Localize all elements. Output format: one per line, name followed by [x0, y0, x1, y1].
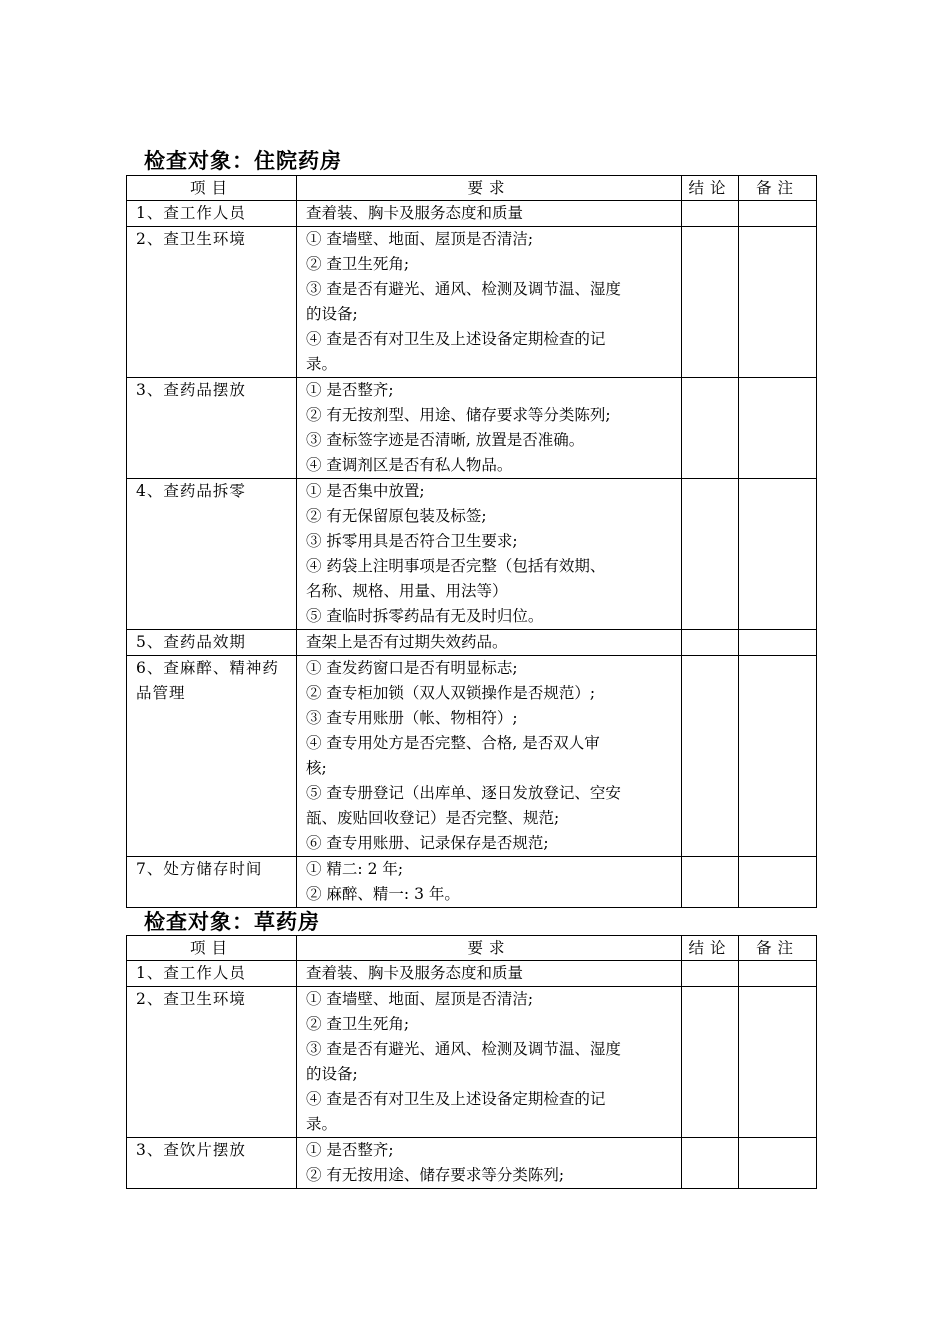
requirement-line: ③ 查标签字迹是否清晰, 放置是否准确。: [306, 431, 585, 449]
conclusion-cell[interactable]: [682, 987, 739, 1138]
item-text: 7、处方储存时间: [136, 860, 263, 878]
item-text: 品管理: [136, 684, 186, 702]
requirement-line: ⑤ 查临时拆零药品有无及时归位。: [306, 607, 544, 625]
requirement-line: 名称、规格、用量、用法等）: [306, 582, 508, 600]
requirement-line: ① 查发药窗口是否有明显标志;: [306, 659, 518, 677]
requirement-line: 的设备;: [306, 1065, 358, 1083]
remark-cell[interactable]: [739, 630, 817, 656]
row-item-cell: [127, 479, 297, 630]
requirement-line: ② 有无保留原包装及标签;: [306, 507, 487, 525]
table-row: [127, 1138, 817, 1189]
conclusion-cell[interactable]: [682, 201, 739, 227]
row-item-cell: [127, 857, 297, 908]
conclusion-cell[interactable]: [682, 857, 739, 908]
row-item-cell: [127, 656, 297, 857]
row-item-cell: [127, 961, 297, 987]
requirement-line: ④ 查是否有对卫生及上述设备定期检查的记: [306, 1090, 606, 1108]
table-header-row: [127, 936, 817, 961]
remark-cell[interactable]: [739, 961, 817, 987]
requirement-line: 查架上是否有过期失效药品。: [306, 633, 508, 651]
item-text: 6、查麻醉、精神药: [136, 659, 279, 677]
requirement-line: 瓿、废贴回收登记）是否完整、规范;: [306, 809, 560, 827]
row-requirement-cell: [297, 961, 682, 987]
item-text: 1、查工作人员: [136, 964, 246, 982]
header-item: 项目: [127, 936, 297, 961]
row-requirement-cell: [297, 479, 682, 630]
item-text: 2、查卫生环境: [136, 230, 246, 248]
requirement-line: ① 精二: 2 年;: [306, 860, 404, 878]
header-conclusion: 结论: [682, 936, 739, 961]
requirement-line: ③ 查是否有避光、通风、检测及调节温、湿度: [306, 280, 621, 298]
remark-cell[interactable]: [739, 987, 817, 1138]
row-item-cell: [127, 201, 297, 227]
section-title-inpatient-pharmacy: 检查对象：住院药房: [144, 148, 342, 173]
requirement-line: 录。: [306, 355, 338, 373]
requirement-line: ① 查墙壁、地面、屋顶是否清洁;: [306, 990, 534, 1008]
header-remark: 备注: [739, 176, 817, 201]
requirement-line: ④ 查是否有对卫生及上述设备定期检查的记: [306, 330, 606, 348]
row-item-cell: [127, 987, 297, 1138]
remark-cell[interactable]: [739, 201, 817, 227]
requirement-line: ④ 查调剂区是否有私人物品。: [306, 456, 513, 474]
row-item-cell: [127, 630, 297, 656]
requirement-line: ③ 拆零用具是否符合卫生要求;: [306, 532, 518, 550]
item-text: 3、查饮片摆放: [136, 1141, 246, 1159]
header-requirement: 要求: [297, 176, 682, 201]
header-remark: 备注: [739, 936, 817, 961]
table-row: [127, 857, 817, 908]
item-text: 1、查工作人员: [136, 204, 246, 222]
inspection-table-inpatient-pharmacy: [126, 175, 817, 908]
row-item-cell: [127, 227, 297, 378]
remark-cell[interactable]: [739, 857, 817, 908]
requirement-line: ③ 查是否有避光、通风、检测及调节温、湿度: [306, 1040, 621, 1058]
row-requirement-cell: [297, 201, 682, 227]
conclusion-cell[interactable]: [682, 656, 739, 857]
requirement-line: 查着装、胸卡及服务态度和质量: [306, 964, 524, 982]
item-text: 4、查药品拆零: [136, 482, 246, 500]
section-title-herbal-pharmacy: 检查对象：草药房: [144, 909, 320, 934]
requirement-line: ① 是否集中放置;: [306, 482, 425, 500]
header-item: 项目: [127, 176, 297, 201]
row-requirement-cell: [297, 987, 682, 1138]
conclusion-cell[interactable]: [682, 630, 739, 656]
conclusion-cell[interactable]: [682, 227, 739, 378]
row-item-cell: [127, 1138, 297, 1189]
conclusion-cell[interactable]: [682, 378, 739, 479]
item-text: 5、查药品效期: [136, 633, 246, 651]
header-conclusion: 结论: [682, 176, 739, 201]
item-text: 3、查药品摆放: [136, 381, 246, 399]
requirement-line: 查着装、胸卡及服务态度和质量: [306, 204, 524, 222]
requirement-line: ② 查专柜加锁（双人双锁操作是否规范）;: [306, 684, 596, 702]
table-row: [127, 961, 817, 987]
row-requirement-cell: [297, 227, 682, 378]
table-row: [127, 630, 817, 656]
row-requirement-cell: [297, 378, 682, 479]
requirement-line: ② 查卫生死角;: [306, 1015, 410, 1033]
requirement-line: ④ 查专用处方是否完整、合格, 是否双人审: [306, 734, 600, 752]
row-requirement-cell: [297, 630, 682, 656]
conclusion-cell[interactable]: [682, 479, 739, 630]
table-row: [127, 656, 817, 857]
table-row: [127, 201, 817, 227]
requirement-line: ① 是否整齐;: [306, 1141, 394, 1159]
remark-cell[interactable]: [739, 227, 817, 378]
requirement-line: ② 有无按用途、储存要求等分类陈列;: [306, 1166, 565, 1184]
requirement-line: ① 查墙壁、地面、屋顶是否清洁;: [306, 230, 534, 248]
remark-cell[interactable]: [739, 656, 817, 857]
requirement-line: ② 查卫生死角;: [306, 255, 410, 273]
requirement-line: 核;: [306, 759, 327, 777]
table-row: [127, 227, 817, 378]
table-header-row: [127, 176, 817, 201]
table-row: [127, 987, 817, 1138]
row-item-cell: [127, 378, 297, 479]
table-body: [127, 961, 817, 1189]
requirement-line: ④ 药袋上注明事项是否完整（包括有效期、: [306, 557, 606, 575]
remark-cell[interactable]: [739, 378, 817, 479]
table-row: [127, 378, 817, 479]
requirement-line: 录。: [306, 1115, 338, 1133]
requirement-line: ② 有无按剂型、用途、储存要求等分类陈列;: [306, 406, 611, 424]
requirement-line: 的设备;: [306, 305, 358, 323]
item-text: 2、查卫生环境: [136, 990, 246, 1008]
header-requirement: 要求: [297, 936, 682, 961]
requirement-line: ⑤ 查专册登记（出库单、逐日发放登记、空安: [306, 784, 621, 802]
table-row: [127, 479, 817, 630]
remark-cell[interactable]: [739, 479, 817, 630]
requirement-line: ③ 查专用账册（帐、物相符）;: [306, 709, 518, 727]
requirement-line: ⑥ 查专用账册、记录保存是否规范;: [306, 834, 549, 852]
requirement-line: ① 是否整齐;: [306, 381, 394, 399]
remark-cell[interactable]: [739, 1138, 817, 1189]
row-requirement-cell: [297, 857, 682, 908]
table-body: [127, 201, 817, 908]
inspection-table-herbal-pharmacy: [126, 935, 817, 1189]
requirement-line: ② 麻醉、精一: 3 年。: [306, 885, 460, 903]
conclusion-cell[interactable]: [682, 961, 739, 987]
row-requirement-cell: [297, 1138, 682, 1189]
conclusion-cell[interactable]: [682, 1138, 739, 1189]
row-requirement-cell: [297, 656, 682, 857]
